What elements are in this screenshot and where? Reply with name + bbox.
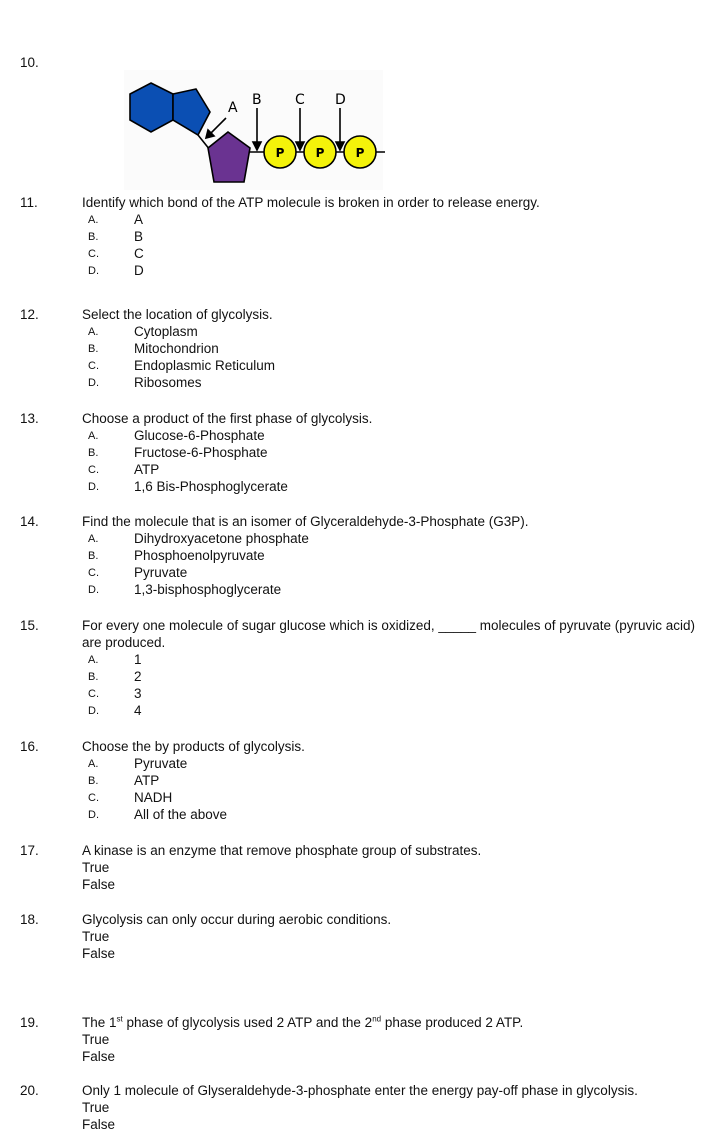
option-text: Ribosomes xyxy=(134,375,202,390)
question-text-part: Choose a product of the first phase of glycolysis. xyxy=(82,411,373,426)
answer-option[interactable] xyxy=(82,228,702,245)
question-text-part: The 1 xyxy=(82,1015,117,1030)
question-text xyxy=(82,1082,702,1099)
option-letter: D. xyxy=(88,265,99,277)
question-number: 15. xyxy=(20,618,39,633)
answer-option-false[interactable]: False xyxy=(82,877,116,892)
option-letter: C. xyxy=(88,567,99,579)
option-letter: D. xyxy=(88,809,99,821)
bond-label-b: B xyxy=(252,92,262,108)
superscript: nd xyxy=(372,1014,382,1024)
option-letter: C. xyxy=(88,688,99,700)
option-letter: D. xyxy=(88,584,99,596)
question-text xyxy=(82,194,702,211)
question-text-part: Glycolysis can only occur during aerobic conditions. xyxy=(82,912,392,927)
option-letter: C. xyxy=(88,464,99,476)
question-text xyxy=(82,306,702,323)
option-text: Glucose-6-Phosphate xyxy=(134,428,265,443)
option-letter: A. xyxy=(88,758,99,770)
option-letter: D. xyxy=(88,377,99,389)
question-text-part: Find the molecule that is an isomer of Glyceraldehyde-3-Phosphate (G3P). xyxy=(82,514,529,529)
option-text: Mitochondrion xyxy=(134,341,219,356)
answer-option[interactable] xyxy=(82,755,702,772)
option-letter: B. xyxy=(88,343,99,355)
question-text xyxy=(82,617,702,651)
option-text: B xyxy=(134,229,144,244)
answer-option[interactable] xyxy=(82,444,702,461)
answer-option[interactable] xyxy=(82,530,702,547)
question-text xyxy=(82,1014,702,1031)
answer-option-true[interactable]: True xyxy=(82,1032,110,1047)
question-text-part: phase of glycolysis used 2 ATP and the 2 xyxy=(122,1015,373,1030)
option-letter: A. xyxy=(88,533,99,545)
question-text xyxy=(82,513,702,530)
bond-label-c: C xyxy=(295,92,305,108)
answer-option-true[interactable]: True xyxy=(82,929,110,944)
option-letter: C. xyxy=(88,248,99,260)
question-text-part: Choose the by products of glycolysis. xyxy=(82,739,305,754)
question-text-part: Only 1 molecule of Glyseraldehyde-3-phosphate enter the energy pay-off phase in glycolysis. xyxy=(82,1083,638,1098)
answer-option-false[interactable]: False xyxy=(82,1117,116,1132)
answer-option[interactable] xyxy=(82,772,702,789)
atp-molecule-diagram xyxy=(120,60,390,190)
option-text: Pyruvate xyxy=(134,565,188,580)
question-number: 13. xyxy=(20,411,39,426)
question-text xyxy=(82,738,702,755)
answer-option[interactable] xyxy=(82,651,702,668)
answer-option[interactable] xyxy=(82,461,702,478)
question-number: 17. xyxy=(20,843,39,858)
answer-option[interactable] xyxy=(82,323,702,340)
phosphate-group-icon xyxy=(304,136,336,168)
question-text-part: A kinase is an enzyme that remove phosphate group of substrates. xyxy=(82,843,482,858)
answer-option-false[interactable]: False xyxy=(82,1049,116,1064)
answer-option[interactable] xyxy=(82,374,702,391)
option-letter: A. xyxy=(88,430,99,442)
bond-label-d: D xyxy=(335,92,346,108)
answer-option-false[interactable]: False xyxy=(82,946,116,961)
question-number: 19. xyxy=(20,1015,39,1030)
question-number: 20. xyxy=(20,1083,39,1098)
question-number: 18. xyxy=(20,912,39,927)
question-number: 10. xyxy=(20,55,39,70)
option-text: 4 xyxy=(134,703,142,718)
option-text: ATP xyxy=(134,773,160,788)
question-number: 14. xyxy=(20,514,39,529)
question-text xyxy=(82,410,702,427)
option-text: 1,3-bisphosphoglycerate xyxy=(134,582,282,597)
phosphate-group-icon xyxy=(264,136,296,168)
option-letter: A. xyxy=(88,214,99,226)
option-text: 3 xyxy=(134,686,142,701)
answer-option[interactable] xyxy=(82,245,702,262)
question-number: 12. xyxy=(20,307,39,322)
question-text xyxy=(82,842,702,859)
phosphate-label: P xyxy=(315,146,325,160)
option-letter: D. xyxy=(88,481,99,493)
phosphate-label: P xyxy=(275,146,285,160)
phosphate-label: P xyxy=(355,146,365,160)
superscript: st xyxy=(116,1014,123,1024)
option-text: NADH xyxy=(134,790,173,805)
answer-option[interactable] xyxy=(82,211,702,228)
option-text: Endoplasmic Reticulum xyxy=(134,358,276,373)
phosphate-group-icon xyxy=(344,136,376,168)
answer-option[interactable] xyxy=(82,547,702,564)
option-letter: C. xyxy=(88,792,99,804)
answer-option[interactable] xyxy=(82,685,702,702)
answer-option[interactable] xyxy=(82,357,702,374)
option-letter: A. xyxy=(88,326,99,338)
answer-option[interactable] xyxy=(82,262,702,279)
answer-option[interactable] xyxy=(82,806,702,823)
option-letter: D. xyxy=(88,705,99,717)
option-text: D xyxy=(134,263,144,278)
option-text: C xyxy=(134,246,144,261)
answer-option-true[interactable]: True xyxy=(82,1100,110,1115)
question-number: 11. xyxy=(20,195,38,210)
option-text: All of the above xyxy=(134,807,228,822)
answer-option[interactable] xyxy=(82,564,702,581)
answer-option[interactable] xyxy=(82,581,702,598)
option-letter: B. xyxy=(88,671,99,683)
option-text: Cytoplasm xyxy=(134,324,198,339)
answer-option[interactable] xyxy=(82,789,702,806)
question-text-part: For every one molecule of sugar glucose which is oxidized, _____ molecules of pyruvate (pyruvic acid) are produced. xyxy=(82,618,696,650)
option-text: Dihydroxyacetone phosphate xyxy=(134,531,309,546)
option-letter: B. xyxy=(88,775,99,787)
option-letter: A. xyxy=(88,654,99,666)
option-text: Fructose-6-Phosphate xyxy=(134,445,268,460)
question-text-part: Identify which bond of the ATP molecule is broken in order to release energy. xyxy=(82,195,540,210)
question-text-part: phase produced 2 ATP. xyxy=(381,1015,524,1030)
answer-option-true[interactable]: True xyxy=(82,860,110,875)
question-number: 16. xyxy=(20,739,39,754)
option-letter: B. xyxy=(88,550,99,562)
answer-option[interactable] xyxy=(82,478,702,495)
option-text: 2 xyxy=(134,669,142,684)
answer-option[interactable] xyxy=(82,702,702,719)
option-letter: C. xyxy=(88,360,99,372)
answer-option[interactable] xyxy=(82,340,702,357)
option-text: 1 xyxy=(134,652,142,667)
option-text: ATP xyxy=(134,462,160,477)
option-text: Phosphoenolpyruvate xyxy=(134,548,265,563)
bond-label-a: A xyxy=(228,100,238,116)
option-letter: B. xyxy=(88,231,99,243)
option-letter: B. xyxy=(88,447,99,459)
question-text xyxy=(82,911,702,928)
option-text: A xyxy=(134,212,144,227)
question-text-part: Select the location of glycolysis. xyxy=(82,307,273,322)
option-text: Pyruvate xyxy=(134,756,188,771)
option-text: 1,6 Bis-Phosphoglycerate xyxy=(134,479,288,494)
answer-option[interactable] xyxy=(82,427,702,444)
answer-option[interactable] xyxy=(82,668,702,685)
